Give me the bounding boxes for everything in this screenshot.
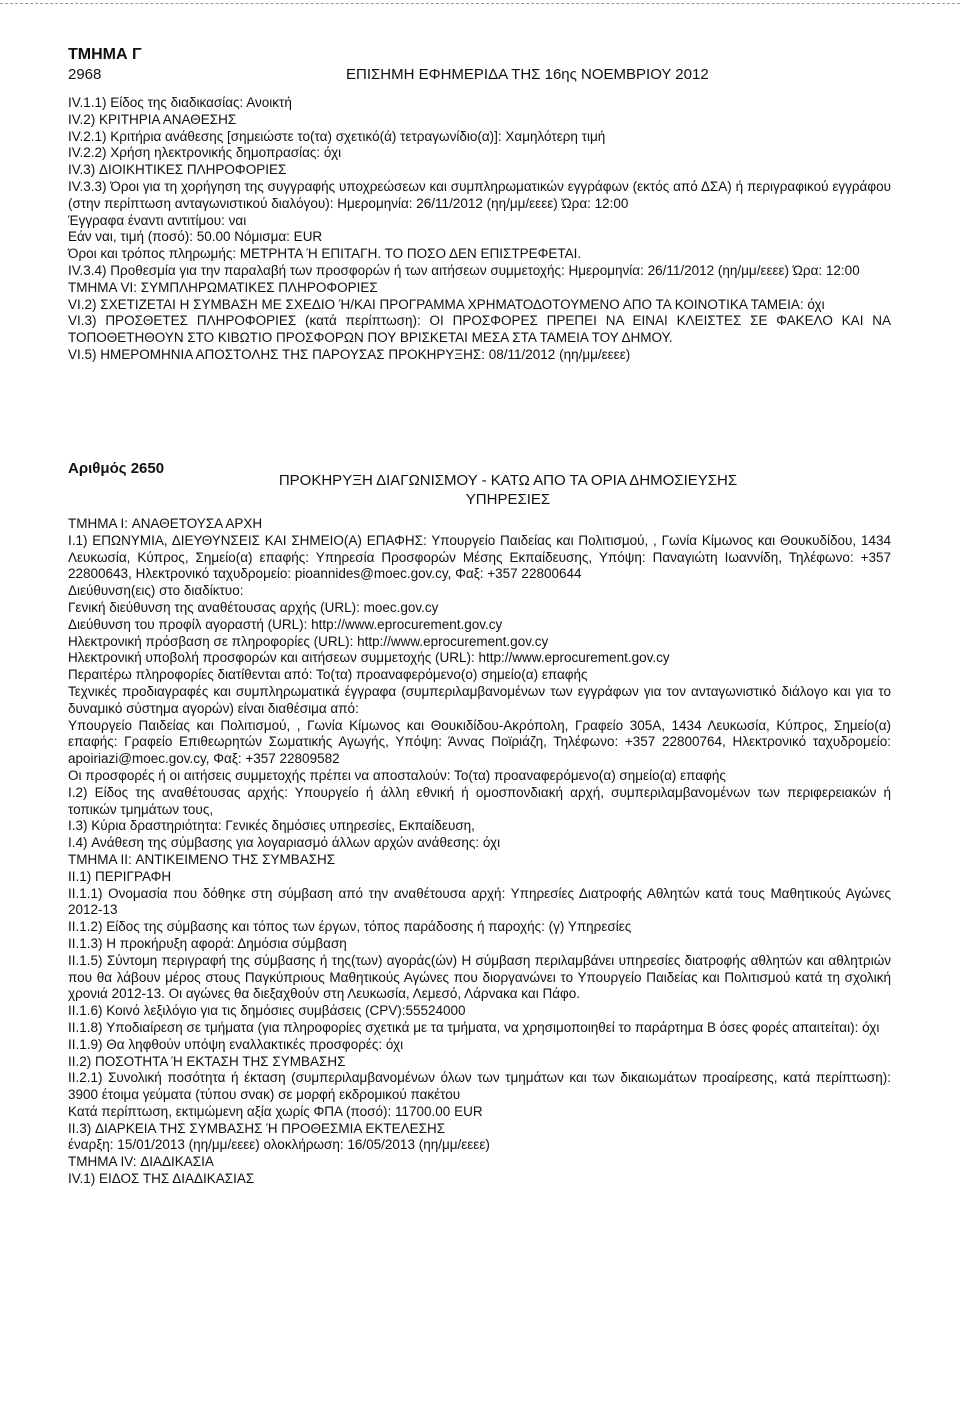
paragraph: Τεχνικές προδιαγραφές και συμπληρωματικά έγγραφα (συμπεριλαμβανομένων των εγγράφων για τον ανταγωνιστικό διάλογο και για το δυναμικό σύστημα αγορών) είναι διαθέσιμα από: — [68, 683, 895, 716]
paragraph: Περαιτέρω πληροφορίες διατίθενται από: Το(τα) προαναφερόμενο(ο) σημείο(α) επαφής — [68, 667, 588, 683]
paragraph: Γενική διεύθυνση της αναθέτουσας αρχής (URL): moec.gov.cy — [68, 599, 439, 615]
paragraph: IV.3.4) Προθεσμία για την παραλαβή των προσφορών ή των αιτήσεων συμμετοχής: Ημερομηνία: 26/11/2012 (ηη/μμ/εεεε) Ώρα: 12:00 — [68, 262, 860, 278]
paragraph: I.1) ΕΠΩΝΥΜΙΑ, ΔΙΕΥΘΥΝΣΕΙΣ ΚΑΙ ΣΗΜΕΙΟ(Α) ΕΠΑΦΗΣ: Υπουργείο Παιδείας και Πολιτισμού, , Γωνία Κίμωνος και Θουκυδίδου, 1434 Λευκωσία, Κύπρος, Σημείο(α) επαφής: Υπηρεσία Προσφορών Μέσης Εκπαίδευσης, Υπόψη: Παναγιώτη Ιωαννίδη, Τηλέφωνο: +357 22800643, Ηλεκτρονικό ταχυδρομείο: pioannides@moec.gov.cy, Φαξ: +357 22800644 — [68, 532, 895, 582]
paragraph: IV.3.3) Όροι για τη χορήγηση της συγγραφής υποχρεώσεων και συμπληρωματικών εγγράφων (εκτός από ΔΣΑ) ή περιγραφικού εγγράφου (στην περίπτωση ανταγωνιστικού διαλόγου): Ημερομηνία: 26/11/2012 (ηη/μμ/εεεε) Ώρα: 12:00 — [68, 178, 895, 211]
paragraph: IV.3) ΔΙΟΙΚΗΤΙΚΕΣ ΠΛΗΡΟΦΟΡΙΕΣ — [68, 162, 287, 178]
paragraph: I.4) Ανάθεση της σύμβασης για λογαριασμό άλλων αρχών ανάθεσης: όχι — [68, 835, 501, 851]
notice-title-line: ΥΠΗΡΕΣΙΕΣ — [465, 491, 551, 508]
paragraph: IV.2.2) Χρήση ηλεκτρονικής δημοπρασίας: όχι — [68, 145, 342, 161]
paragraph: II.1.1) Ονομασία που δόθηκε στη σύμβαση από την αναθέτουσα αρχή: Υπηρεσίες Διατροφής Αθλητών κατά τους Μαθητικούς Αγώνες 2012-13 — [68, 885, 895, 918]
paragraph: Εάν ναι, τιμή (ποσό): 50.00 Νόμισμα: EUR — [68, 229, 323, 245]
paragraph: VI.2) ΣΧΕΤΙΖΕΤΑΙ Η ΣΥΜΒΑΣΗ ΜΕ ΣΧΕΔΙΟ Ή/ΚΑΙ ΠΡΟΓΡΑΜΜΑ ΧΡΗΜΑΤΟΔΟΤΟΥΜΕΝΟ ΑΠΟ ΤΑ ΚΟΙΝΟΤΙΚΑ ΤΑΜΕΙΑ: όχι — [68, 296, 825, 312]
paragraph: I.3) Κύρια δραστηριότητα: Γενικές δημόσιες υπηρεσίες, Εκπαίδευση, — [68, 818, 475, 834]
page-number: 2968 — [68, 66, 102, 83]
paragraph: VI.5) ΗΜΕΡΟΜΗΝΙΑ ΑΠΟΣΤΟΛΗΣ ΤΗΣ ΠΑΡΟΥΣΑΣ ΠΡΟΚΗΡΥΞΗΣ: 08/11/2012 (ηη/μμ/εεεε) — [68, 346, 631, 362]
notice-body — [68, 516, 895, 1188]
paragraph: Κατά περίπτωση, εκτιμώμενη αξία χωρίς ΦΠΑ (ποσό): 11700.00 EUR — [68, 1103, 483, 1119]
paragraph: Διεύθυνση(εις) στο διαδίκτυο: — [68, 583, 244, 599]
paragraph: IV.2) ΚΡΙΤΗΡΙΑ ΑΝΑΘΕΣΗΣ — [68, 111, 237, 127]
section-label: ΤΜΗΜΑ Γ — [68, 46, 142, 63]
paragraph: IV.1) ΕΙΔΟΣ ΤΗΣ ΔΙΑΔΙΚΑΣΙΑΣ — [68, 1171, 255, 1187]
gazette-title: ΕΠΙΣΗΜΗ ΕΦΗΜΕΡΙΔΑ ΤΗΣ 16ης ΝΟΕΜΒΡΙΟΥ 2012 — [346, 66, 709, 83]
paragraph: έναρξη: 15/01/2013 (ηη/μμ/εεεε) ολοκλήρωση: 16/05/2013 (ηη/μμ/εεεε) — [68, 1137, 490, 1153]
paragraph: Όροι και τρόπος πληρωμής: ΜΕΤΡΗΤΑ Ή ΕΠΙΤΑΓΗ. ΤΟ ΠΟΣΟ ΔΕΝ ΕΠΙΣΤΡΕΦΕΤΑΙ. — [68, 246, 582, 262]
paragraph: IV.2.1) Κριτήρια ανάθεσης [σημειώστε το(τα) σχετικό(ά) τετραγωνίδιο(α)]: Χαμηλότερη τιμή — [68, 128, 606, 144]
notice-continuation — [68, 95, 895, 364]
notice-heading — [68, 456, 891, 516]
top-dashed-border — [0, 3, 960, 5]
paragraph: Ηλεκτρονική πρόσβαση σε πληροφορίες (URL): http://www.eprocurement.gov.cy — [68, 633, 549, 649]
notice-title-line: ΠΡΟΚΗΡΥΞΗ ΔΙΑΓΩΝΙΣΜΟΥ - ΚΑΤΩ ΑΠΟ ΤΑ ΟΡΙΑ ΔΗΜΟΣΙΕΥΣΗΣ — [278, 472, 738, 489]
paragraph: I.2) Είδος της αναθέτουσας αρχής: Υπουργείο ή άλλη εθνική ή ομοσπονδιακή αρχή, συμπεριλαμβανομένων των περιφερειακών ή τοπικών τμημάτων τους, — [68, 784, 895, 817]
paragraph: II.2.1) Συνολική ποσότητα ή έκταση (συμπεριλαμβανομένων όλων των τμημάτων και των δικαιωμάτων προαίρεσης, κατά περίπτωση): 3900 έτοιμα γεύματα (τύπου σνακ) σε μορφή εκδρομικού πακέτου — [68, 1070, 895, 1103]
paragraph: II.1.5) Σύντομη περιγραφή της σύμβασης ή της(των) αγοράς(ών) Η σύμβαση περιλαμβάνει υπηρεσίες διατροφής αθλητών και αθλητριών που θα λάβουν μέρος στους Παγκύπριους Μαθητικούς Αγώνες που διοργανώνει το Υπουργείο Παιδείας και Πολιτισμού κατά τη σχολική χρονιά 2012-13. Οι αγώνες θα διεξαχθούν στη Λευκωσία, Λεμεσό, Λάρνακα και Πάφο. — [68, 952, 895, 1002]
paragraph: Υπουργείο Παιδείας και Πολιτισμού, , Γωνία Κίμωνος και Θουκιδίδου-Ακρόπολη, Γραφείο 305Α, 1434 Λευκωσία, Κύπρος, Σημείο(α) επαφής: Γραφείο Επιθεωρητών Σωματικής Αγωγής, Υπόψη: Άννας Ποϊριάζη, Τηλέφωνο: +357 22800764, Ηλεκτρονικό ταχυδρομείο: apoiriazi@moec.gov.cy, Φαξ: +357 22809582 — [68, 717, 895, 767]
paragraph: II.1) ΠΕΡΙΓΡΑΦΗ — [68, 868, 172, 884]
paragraph: II.1.8) Υποδιαίρεση σε τμήματα (για πληροφορίες σχετικά με τα τμήματα, να χρησιμοποιηθεί το παράρτημα Β όσες φορές απαιτείται): όχι — [68, 1019, 880, 1035]
paragraph: II.1.2) Είδος της σύμβασης και τόπος των έργων, τόπος παράδοσης ή παροχής: (γ) Υπηρεσίες — [68, 919, 632, 935]
paragraph: Οι προσφορές ή οι αιτήσεις συμμετοχής πρέπει να αποσταλούν: Το(τα) προαναφερόμενο(α) σημείο(α) επαφής — [68, 767, 726, 783]
paragraph: Διεύθυνση του προφίλ αγοραστή (URL): http://www.eprocurement.gov.cy — [68, 616, 503, 632]
running-header — [68, 66, 928, 84]
paragraph: IV.1.1) Είδος της διαδικασίας: Ανοικτή — [68, 95, 292, 110]
paragraph: II.3) ΔΙΑΡΚΕΙΑ ΤΗΣ ΣΥΜΒΑΣΗΣ Ή ΠΡΟΘΕΣΜΙΑ ΕΚΤΕΛΕΣΗΣ — [68, 1120, 446, 1136]
notice-number: Αριθμός 2650 — [68, 460, 165, 477]
paragraph: II.1.6) Κοινό λεξιλόγιο για τις δημόσιες συμβάσεις (CPV):55524000 — [68, 1003, 466, 1019]
paragraph: ΤΜΗΜΑ II: ΑΝΤΙΚΕΙΜΕΝΟ ΤΗΣ ΣΥΜΒΑΣΗΣ — [68, 851, 336, 867]
paragraph: ΤΜΗΜΑ IV: ΔΙΑΔΙΚΑΣΙΑ — [68, 1154, 214, 1170]
paragraph: ΤΜΗΜΑ I: ΑΝΑΘΕΤΟΥΣΑ ΑΡΧΗ — [68, 516, 263, 531]
paragraph: ΤΜΗΜΑ VI: ΣΥΜΠΛΗΡΩΜΑΤΙΚΕΣ ΠΛΗΡΟΦΟΡΙΕΣ — [68, 279, 378, 295]
paragraph: VI.3) ΠΡΟΣΘΕΤΕΣ ΠΛΗΡΟΦΟΡΙΕΣ (κατά περίπτωση): ΟΙ ΠΡΟΣΦΟΡΕΣ ΠΡΕΠΕΙ ΝΑ ΕΙΝΑΙ ΚΛΕΙΣΤΕΣ ΣΕ ΦΑΚΕΛΟ ΚΑΙ ΝΑ ΤΟΠΟΘΕΤΗΘΟΥΝ ΣΤΟ ΚΙΒΩΤΙΟ ΠΡΟΣΦΟΡΩΝ ΠΟΥ ΒΡΙΣΚΕΤΑΙ ΜΕΣΑ ΣΤΑ ΤΑΜΕΙΑ ΤΟΥ ΔΗΜΟΥ. — [68, 313, 895, 346]
paragraph: Ηλεκτρονική υποβολή προσφορών και αιτήσεων συμμετοχής (URL): http://www.eprocurement.gov.cy — [68, 650, 670, 666]
paragraph: II.2) ΠΟΣΟΤΗΤΑ Ή ΕΚΤΑΣΗ ΤΗΣ ΣΥΜΒΑΣΗΣ — [68, 1053, 346, 1069]
paragraph: Έγγραφα έναντι αντιτίμου: ναι — [68, 212, 247, 228]
paragraph: II.1.9) Θα ληφθούν υπόψη εναλλακτικές προσφορές: όχι — [68, 1036, 404, 1052]
paragraph: II.1.3) Η προκήρυξη αφορά: Δημόσια σύμβαση — [68, 935, 347, 951]
notice-title — [228, 471, 788, 509]
